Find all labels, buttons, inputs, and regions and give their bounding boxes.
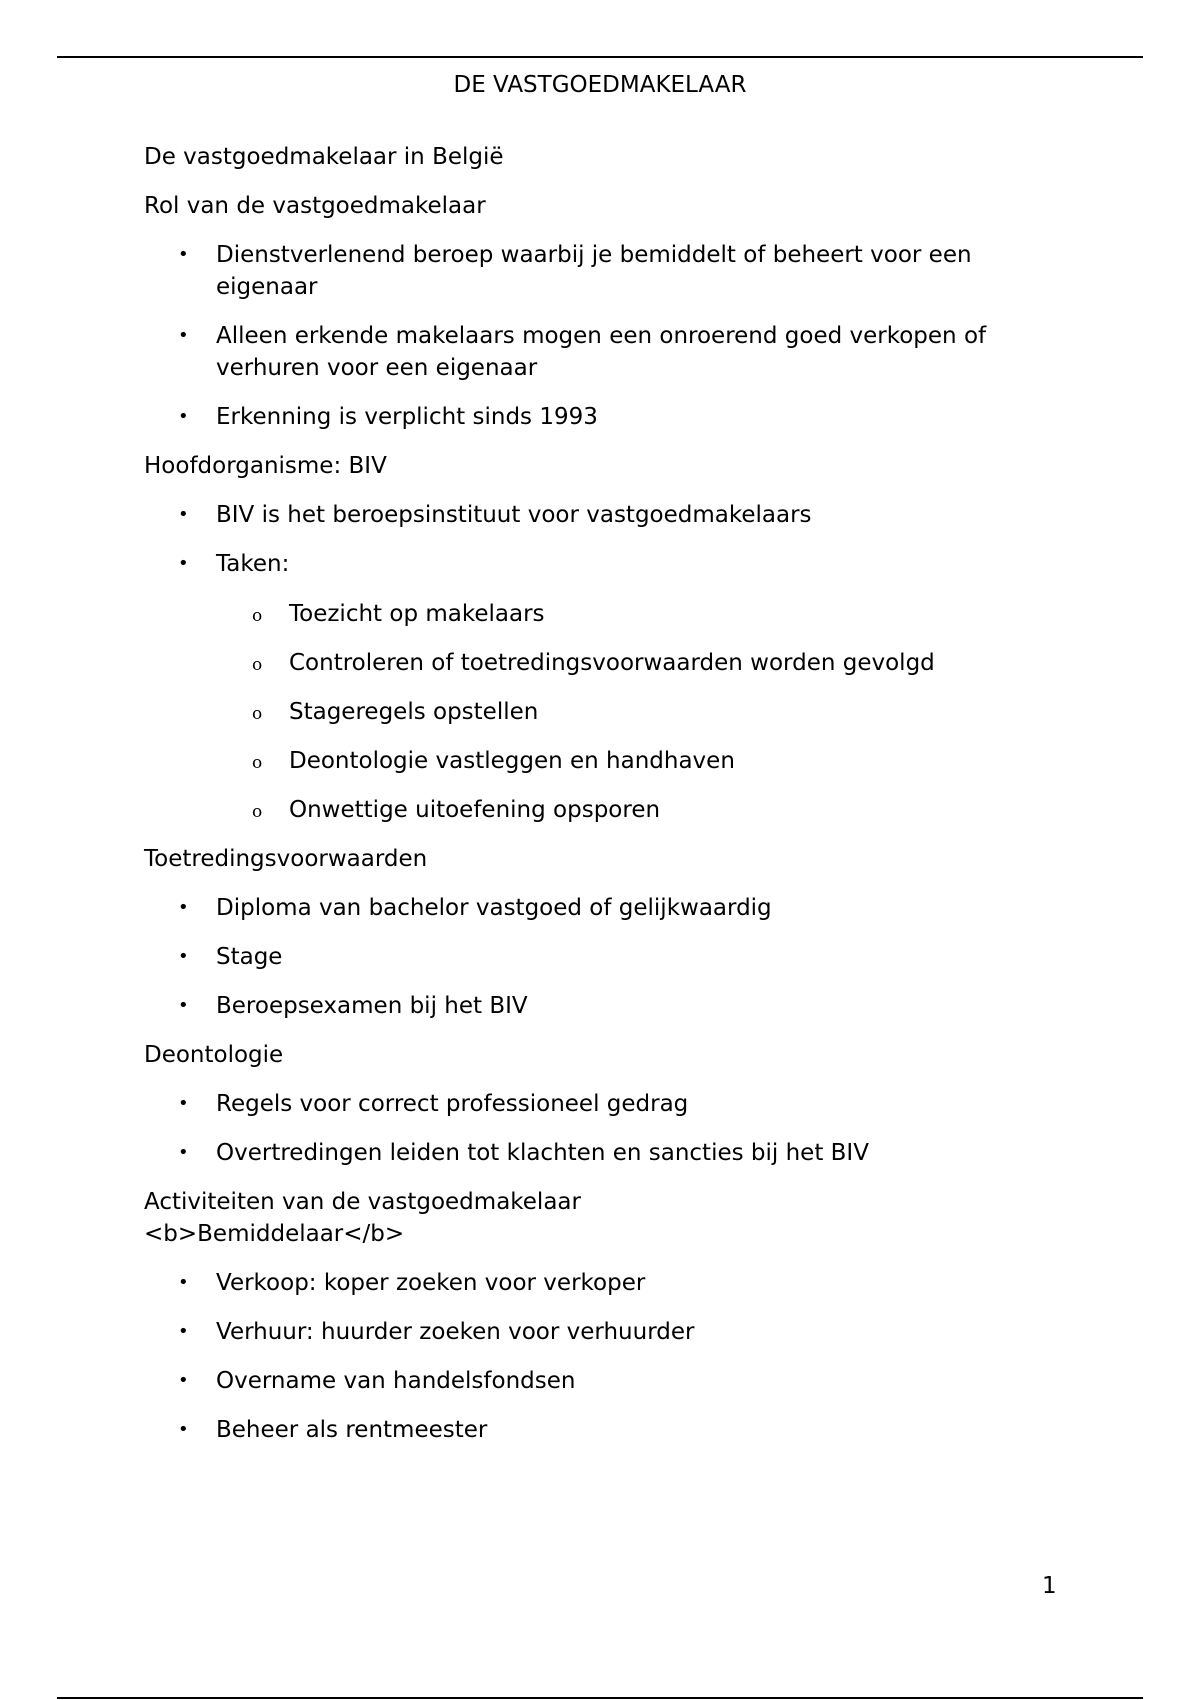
list-item: • Diploma van bachelor vastgoed of gelijkwaardig xyxy=(144,892,1044,924)
list-item: • Regels voor correct professioneel gedrag xyxy=(144,1088,1044,1120)
section-subheading-mediator: <b>Bemiddelaar</b> xyxy=(144,1221,405,1247)
biv-list xyxy=(144,499,1044,580)
sub-list-item: o Controleren of toetredingsvoorwaarden worden gevolgd xyxy=(144,647,1044,679)
section-heading-deontology: Deontologie xyxy=(144,1042,284,1068)
section-heading-requirements: Toetredingsvoorwaarden xyxy=(144,846,428,872)
page-title: DE VASTGOEDMAKELAAR xyxy=(453,72,747,98)
list-item: • BIV is het beroepsinstituut voor vastgoedmakelaars xyxy=(144,499,1044,531)
list-item: • Dienstverlenend beroep waarbij je bemiddelt of beheert voor een eigenaar xyxy=(144,239,1044,303)
section-heading-biv: Hoofdorganisme: BIV xyxy=(144,453,387,479)
list-item: • Overname van handelsfondsen xyxy=(144,1365,1044,1397)
section-heading-role: Rol van de vastgoedmakelaar xyxy=(144,193,486,219)
list-item: • Beroepsexamen bij het BIV xyxy=(144,990,1044,1022)
list-item: • Beheer als rentmeester xyxy=(144,1414,1044,1446)
list-item: • Overtredingen leiden tot klachten en sancties bij het BIV xyxy=(144,1137,1044,1169)
biv-tasks-list xyxy=(144,598,1044,826)
deontology-list xyxy=(144,1088,1044,1169)
document-body xyxy=(144,141,1044,1463)
list-item: • Taken: xyxy=(144,548,1044,580)
sub-list-item: o Stageregels opstellen xyxy=(144,696,1044,728)
intro-line: De vastgoedmakelaar in België xyxy=(144,144,504,170)
bottom-rule xyxy=(57,1697,1143,1699)
list-item: • Verkoop: koper zoeken voor verkoper xyxy=(144,1267,1044,1299)
requirements-list xyxy=(144,892,1044,1022)
sub-list-item: o Deontologie vastleggen en handhaven xyxy=(144,745,1044,777)
sub-list-item: o Onwettige uitoefening opsporen xyxy=(144,794,1044,826)
list-item: • Erkenning is verplicht sinds 1993 xyxy=(144,401,1044,433)
top-rule xyxy=(57,56,1143,58)
list-item: • Stage xyxy=(144,941,1044,973)
list-item: • Alleen erkende makelaars mogen een onroerend goed verkopen of verhuren voor een eigenaar xyxy=(144,320,1044,384)
section-heading-activities: Activiteiten van de vastgoedmakelaar xyxy=(144,1189,581,1215)
sub-list-item: o Toezicht op makelaars xyxy=(144,598,1044,630)
activities-list xyxy=(144,1267,1044,1446)
role-list xyxy=(144,239,1044,433)
activities-heading-block xyxy=(144,1186,1044,1250)
page-number: 1 xyxy=(1042,1573,1057,1599)
list-item: • Verhuur: huurder zoeken voor verhuurder xyxy=(144,1316,1044,1348)
